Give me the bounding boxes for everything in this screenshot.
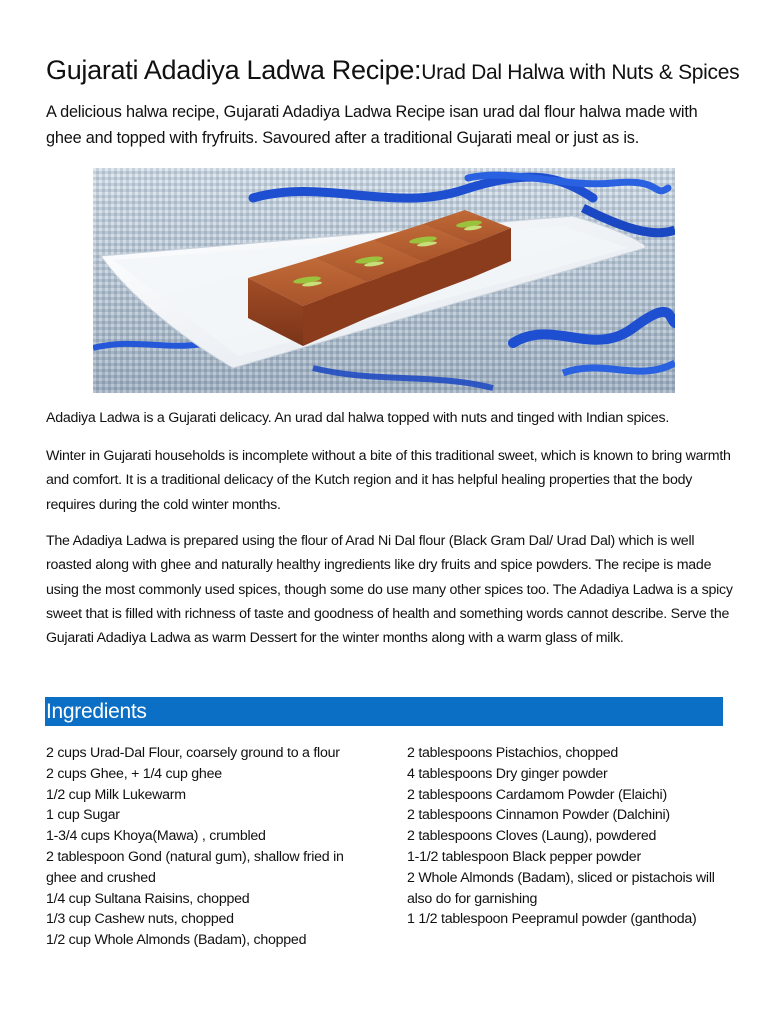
title-subtitle: Urad Dal Halwa with Nuts & Spices	[421, 61, 740, 84]
description-paragraph-3: The Adadiya Ladwa is prepared using the flour of Arad Ni Dal flour (Black Gram Dal/ Urad Dal) which is well roasted along with ghee and naturally healthy ingredients like dry fruits and spice powders. The recipe is made using the most commonly used spices, though some do use many other spices too. The Adadiya Ladwa is a spicy sweet that is filled with richness of taste and goodness of health and something words cannot describe. Serve the Gujarati Adadiya Ladwa as warm Dessert for the winter months along with a warm glass of milk.	[46, 533, 733, 647]
ingredient-item: 1 1/2 tablespoon Peepramul powder (ganthoda)	[407, 911, 697, 928]
ingredient-item: 2 tablespoon Gond (natural gum), shallow fried in ghee and crushed	[46, 848, 344, 886]
ingredient-item: 1 cup Sugar	[46, 807, 120, 824]
intro-text: A delicious halwa recipe, Gujarati Adadiya Ladwa Recipe isan urad dal flour halwa made with ghee and topped with fryfruits. Savoured after a traditional Gujarati meal or just as is.	[46, 103, 698, 147]
description-paragraph-2: Winter in Gujarati households is incomplete without a bite of this traditional sweet, which is known to bring warmth and comfort. It is a traditional delicacy of the Kutch region and it has helpful healing properties that the body requires during the cold winter months.	[46, 448, 731, 513]
ingredient-item: 1/2 cup Whole Almonds (Badam), chopped	[46, 932, 307, 949]
description-paragraph-1: Adadiya Ladwa is a Gujarati delicacy. An urad dal halwa topped with nuts and tinged with Indian spices.	[46, 410, 670, 426]
ingredient-item: 2 tablespoons Cardamom Powder (Elaichi)	[407, 786, 667, 803]
hero-photo	[93, 168, 675, 393]
ingredient-item: 1-3/4 cups Khoya(Mawa) , crumbled	[46, 828, 266, 845]
ingredient-item: 1-1/2 tablespoon Black pepper powder	[407, 848, 641, 865]
ingredient-item: 2 tablespoons Cloves (Laung), powdered	[407, 828, 657, 845]
ingredient-item: 2 Whole Almonds (Badam), sliced or pistachois will also do for garnishing	[407, 869, 715, 907]
ingredients-heading: Ingredients	[46, 700, 147, 723]
ingredient-item: 4 tablespoons Dry ginger powder	[407, 765, 608, 782]
title-main: Gujarati Adadiya Ladwa Recipe:	[46, 55, 422, 85]
ingredient-item: 1/4 cup Sultana Raisins, chopped	[46, 890, 250, 907]
ingredient-item: 2 tablespoons Pistachios, chopped	[407, 745, 619, 761]
ingredient-item: 2 cups Ghee, + 1/4 cup ghee	[46, 765, 222, 782]
ingredients-list-right	[407, 743, 737, 930]
ingredient-item: 2 tablespoons Cinnamon Powder (Dalchini)	[407, 807, 670, 824]
ingredient-item: 1/2 cup Milk Lukewarm	[46, 786, 186, 803]
ingredients-heading-bar	[45, 697, 723, 726]
ingredients-list-left	[46, 743, 376, 951]
ingredient-item: 2 cups Urad-Dal Flour, coarsely ground to a flour	[46, 745, 340, 761]
page-title	[46, 50, 746, 87]
ingredient-item: 1/3 cup Cashew nuts, chopped	[46, 911, 234, 928]
